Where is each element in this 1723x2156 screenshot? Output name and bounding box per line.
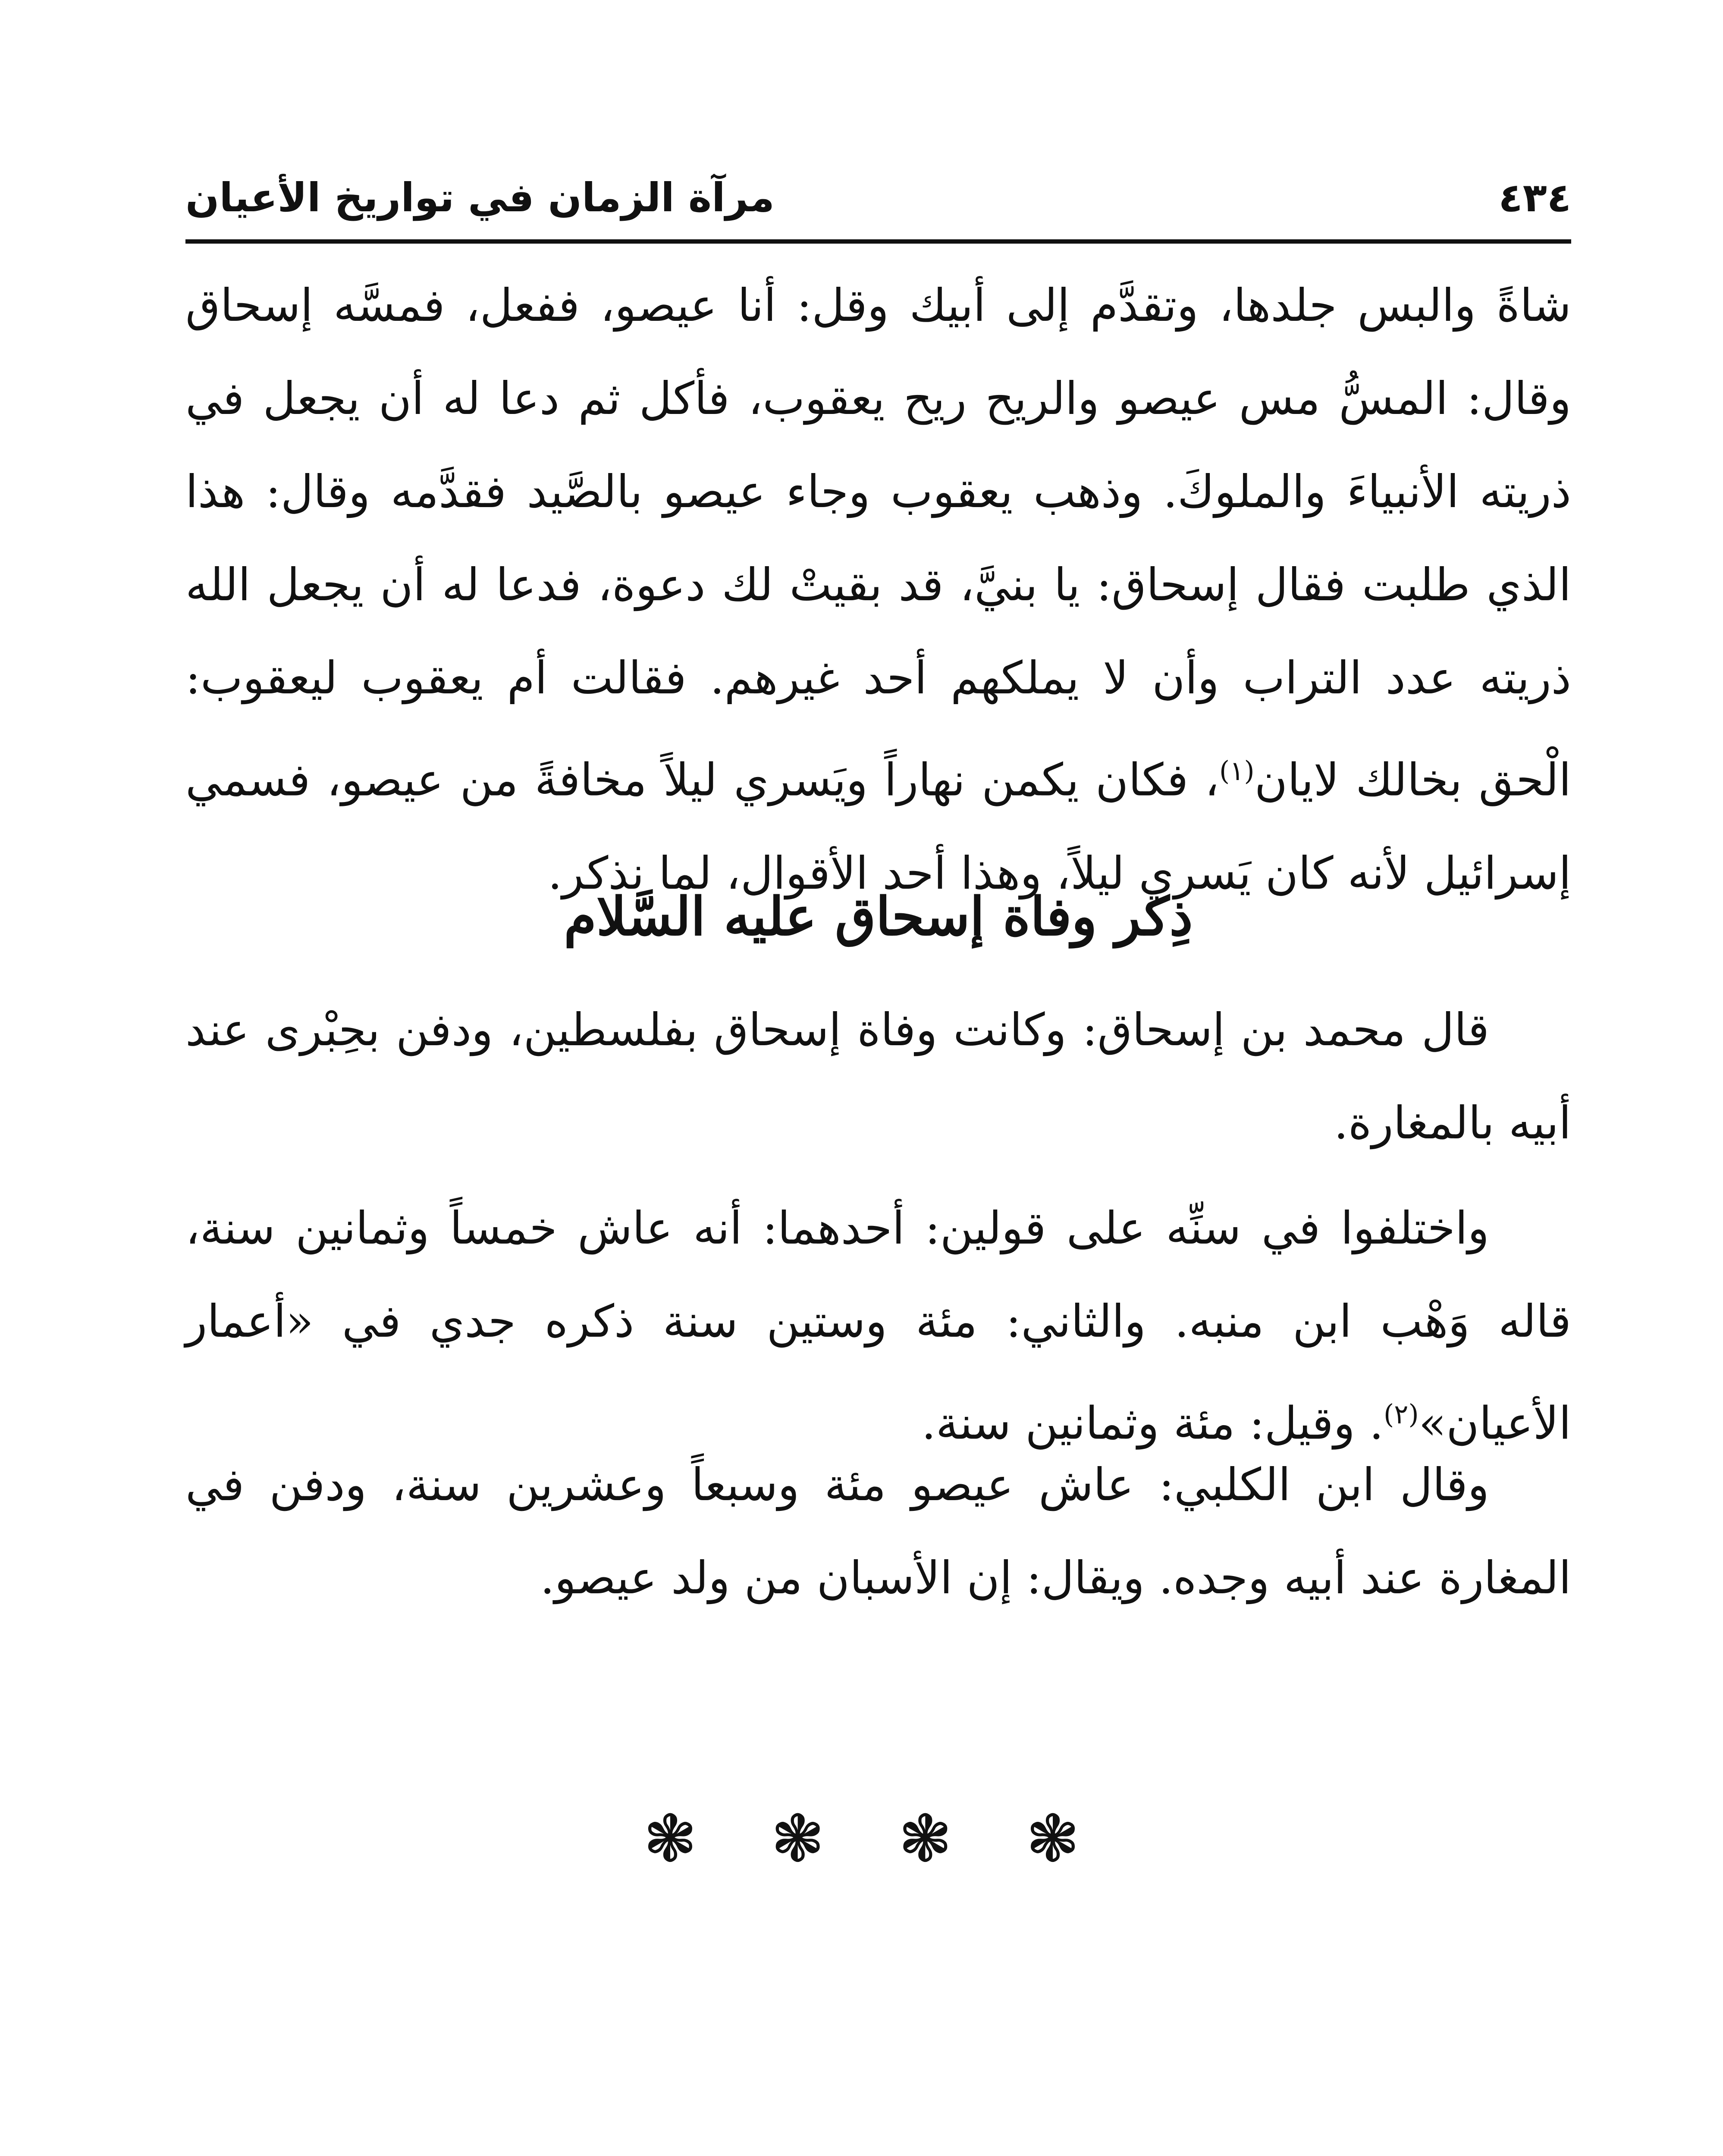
header-divider [185,239,1571,244]
footnote-marker-2: (٢) [1383,1398,1419,1430]
body-paragraph-4 [185,1438,1571,1624]
footnote-marker-1: (١) [1219,755,1255,787]
paragraph-text: قال محمد بن إسحاق: وكانت وفاة إسحاق بفلسطين، ودفن بحِبْرى عند أبيه بالمغارة. [185,1003,1571,1149]
paragraph-3-part-a: واختلفوا في سنِّه على قولين: أحدهما: أنه عاش خمساً وثمانين سنة، قاله وَهْب ابن منبه. والثاني: مئة وستين سنة ذكره جدي في «أعمار الأعيان» [185,1202,1571,1450]
body-paragraph-3 [185,1181,1571,1470]
flower-ornament-icon: ❃ [770,1802,825,1877]
section-end-ornaments [0,1802,1723,1876]
page-header [185,170,1571,231]
paragraph-text: وقال ابن الكلبي: عاش عيصو مئة وسبعاً وعشرين سنة، ودفن في المغارة عند أبيه وجده. ويقال: إن الأسبان من ولد عيصو. [185,1458,1571,1604]
paragraph-text [185,259,1571,920]
body-paragraph-2 [185,983,1571,1169]
section-heading: ذِكر وفاة إسحاق عليه السَّلام [564,885,1193,947]
paragraph-text [185,1181,1571,1470]
flower-ornament-icon: ❃ [1026,1802,1080,1877]
paragraph-1-part-a: شاةً والبس جلدها، وتقدَّم إلى أبيك وقل: أنا عيصو، ففعل، فمسَّه إسحاق وقال: المسُّ مس عيصو والريح ريح يعقوب، فأكل ثم دعا له أن يجعل في ذريته الأنبياءَ والملوكَ. وذهب يعقوب وجاء عيصو بالصَّيد فقدَّمه وقال: هذا الذي طلبت فقال إسحاق: يا بنيَّ، قد بقيتْ لك دعوة، فدعا له أن يجعل الله ذريته عدد التراب وأن لا يملكهم أحد غيرهم. فقالت أم يعقوب ليعقوب: الْحق بخالك لايان [185,279,1572,806]
paragraph-3-part-b: . وقيل: مئة وثمانين سنة. [921,1397,1384,1450]
flower-ornament-icon: ❃ [643,1802,697,1877]
body-paragraph-1 [185,259,1571,920]
page-number: ٤٣٤ [1498,175,1571,221]
flower-ornament-icon: ❃ [898,1802,953,1877]
running-title: مرآة الزمان في تواريخ الأعيان [185,175,775,221]
paragraph-1-part-b: ، فكان يكمن نهاراً ويَسري ليلاً مخافةً من عيصو، فسمي إسرائيل لأنه كان يَسري ليلاً، وهذا أحد الأقوال، لما نذكر. [185,753,1571,899]
